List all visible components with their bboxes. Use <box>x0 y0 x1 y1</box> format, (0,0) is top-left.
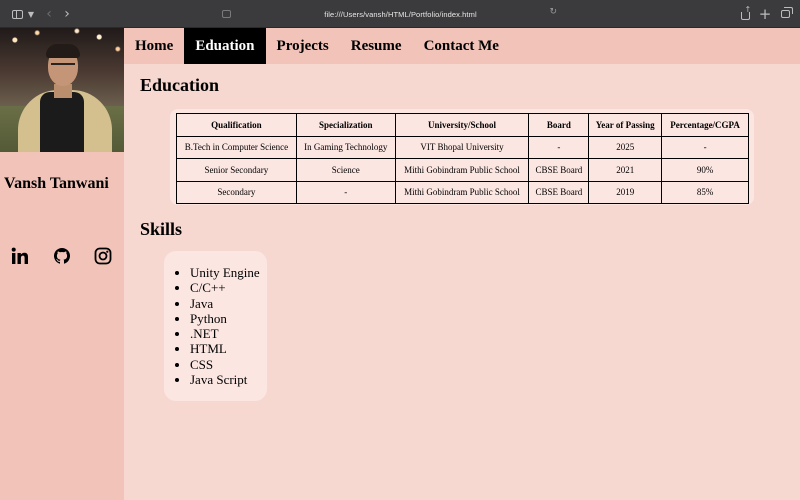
table-cell: 90% <box>662 159 749 182</box>
plus-icon[interactable]: + <box>758 5 772 23</box>
table-cell: 2021 <box>589 159 662 182</box>
list-item: • HTML <box>190 341 267 356</box>
table-cell: Mithi Gobindram Public School <box>395 181 529 204</box>
list-item: • Unity Engine <box>190 265 267 280</box>
table-cell: - <box>662 136 749 159</box>
skills-card <box>164 251 267 401</box>
col-qualification: Qualification <box>177 114 297 137</box>
address-bar[interactable] <box>238 5 563 23</box>
table-row <box>177 136 749 159</box>
table-cell: In Gaming Technology <box>296 136 395 159</box>
nav-resume[interactable]: Resume <box>350 37 402 54</box>
share-icon[interactable]: ↑ <box>739 6 751 22</box>
table-cell: - <box>296 181 395 204</box>
linkedin-icon[interactable] <box>10 246 30 266</box>
table-cell: 85% <box>662 181 749 204</box>
chevron-down-icon[interactable]: ▼ <box>27 9 35 19</box>
education-table <box>176 113 749 204</box>
table-row <box>177 181 749 204</box>
url-text: file:///Users/vansh/HTML/Portfolio/index.html <box>324 9 477 19</box>
profile-photo <box>0 28 124 152</box>
list-item: • C/C++ <box>190 280 267 295</box>
instagram-icon[interactable] <box>93 246 113 266</box>
sidebar <box>0 28 124 500</box>
education-table-card <box>170 109 754 205</box>
table-row <box>177 159 749 182</box>
col-year: Year of Passing <box>589 114 662 137</box>
table-header-row <box>177 114 749 137</box>
sidebar-toggle-icon[interactable] <box>10 6 24 22</box>
table-cell: 2025 <box>589 136 662 159</box>
tab-overview-icon[interactable] <box>221 6 231 22</box>
list-item: • .NET <box>190 326 267 341</box>
col-specialization: Specialization <box>296 114 395 137</box>
browser-toolbar <box>0 0 800 28</box>
education-heading: Education <box>140 75 220 95</box>
nav-home[interactable]: Home <box>135 37 174 54</box>
table-cell: CBSE Board <box>529 181 589 204</box>
table-cell: Science <box>296 159 395 182</box>
nav-projects[interactable]: Projects <box>276 37 329 54</box>
forward-arrow-icon[interactable]: › <box>64 6 70 22</box>
main-content <box>124 64 800 500</box>
table-cell: Mithi Gobindram Public School <box>395 159 529 182</box>
table-cell: Senior Secondary <box>177 159 297 182</box>
table-cell: B.Tech in Computer Science <box>177 136 297 159</box>
table-cell: 2019 <box>589 181 662 204</box>
nav-education[interactable]: Eduation <box>184 28 265 64</box>
back-arrow-icon[interactable]: ‹ <box>46 6 52 22</box>
table-cell: CBSE Board <box>529 159 589 182</box>
profile-name: Vansh Tanwani <box>4 175 109 192</box>
github-icon[interactable] <box>52 246 72 266</box>
col-board: Board <box>529 114 589 137</box>
table-cell: - <box>529 136 589 159</box>
list-item: • Java <box>190 296 267 311</box>
col-university: University/School <box>395 114 529 137</box>
tabs-icon[interactable] <box>779 6 791 22</box>
skills-heading: Skills <box>140 219 183 239</box>
list-item: • Python <box>190 311 267 326</box>
table-cell: VIT Bhopal University <box>395 136 529 159</box>
list-item: • Java Script <box>190 372 267 387</box>
col-percentage: Percentage/CGPA <box>662 114 749 137</box>
table-cell: Secondary <box>177 181 297 204</box>
skills-list <box>172 265 267 387</box>
reload-icon[interactable]: ↻ <box>549 7 557 17</box>
list-item: • CSS <box>190 357 267 372</box>
nav-contact[interactable]: Contact Me <box>423 37 499 54</box>
main-nav <box>124 28 800 64</box>
